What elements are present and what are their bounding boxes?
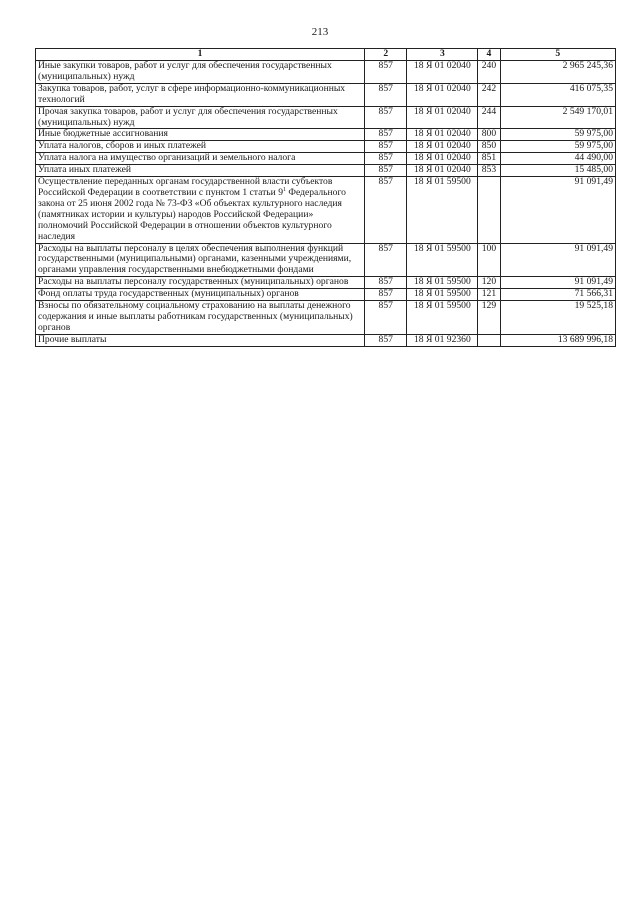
- row-name: Уплата налогов, сборов и иных платежей: [36, 141, 365, 153]
- table-row: [36, 153, 616, 165]
- row-target-article: 18 Я 01 59500: [407, 301, 478, 335]
- row-expense-type: 240: [478, 61, 500, 84]
- row-amount: 91 091,49: [500, 243, 615, 277]
- table-header-row: [36, 49, 616, 61]
- row-name: Расходы на выплаты персоналу государственных (муниципальных) органов: [36, 277, 365, 289]
- table-row: [36, 165, 616, 177]
- row-expense-type: 244: [478, 106, 500, 129]
- row-amount: 416 075,35: [500, 83, 615, 106]
- row-expense-type: [478, 334, 500, 346]
- table-row: [36, 289, 616, 301]
- header-col-3: 3: [407, 49, 478, 61]
- row-ministry-code: 857: [364, 301, 407, 335]
- row-expense-type: 850: [478, 141, 500, 153]
- row-name: Закупка товаров, работ, услуг в сфере информационно-коммуникационных технологий: [36, 83, 365, 106]
- row-expense-type: 100: [478, 243, 500, 277]
- row-name: Уплата иных платежей: [36, 165, 365, 177]
- row-expense-type: 800: [478, 129, 500, 141]
- header-col-1: 1: [36, 49, 365, 61]
- row-target-article: 18 Я 01 59500: [407, 243, 478, 277]
- row-amount: 71 566,31: [500, 289, 615, 301]
- row-ministry-code: 857: [364, 83, 407, 106]
- row-ministry-code: 857: [364, 177, 407, 243]
- row-amount: 2 965 245,36: [500, 61, 615, 84]
- row-expense-type: 853: [478, 165, 500, 177]
- row-name-text-cont: Федерального закона от 25 июня 2002 года № 73-ФЗ «Об объектах культурного наследия (памятниках истории и культуры) народов Российской Федерации» полномочий Российской Федерации в отношении объектов культурного наследия: [38, 186, 346, 242]
- row-ministry-code: 857: [364, 277, 407, 289]
- row-ministry-code: 857: [364, 129, 407, 141]
- row-name: Иные бюджетные ассигнования: [36, 129, 365, 141]
- row-name: Прочие выплаты: [36, 334, 365, 346]
- row-target-article: 18 Я 01 59500: [407, 177, 478, 243]
- row-amount: 19 525,18: [500, 301, 615, 335]
- row-target-article: 18 Я 01 02040: [407, 106, 478, 129]
- table-row: [36, 243, 616, 277]
- row-amount: 59 975,00: [500, 141, 615, 153]
- table-row: [36, 277, 616, 289]
- row-amount: 13 689 996,18: [500, 334, 615, 346]
- row-ministry-code: 857: [364, 243, 407, 277]
- row-target-article: 18 Я 01 02040: [407, 165, 478, 177]
- row-ministry-code: 857: [364, 153, 407, 165]
- row-ministry-code: 857: [364, 334, 407, 346]
- row-ministry-code: 857: [364, 106, 407, 129]
- row-target-article: 18 Я 01 59500: [407, 289, 478, 301]
- row-expense-type: 851: [478, 153, 500, 165]
- footnote-superscript: 1: [283, 186, 286, 193]
- row-amount: 91 091,49: [500, 177, 615, 243]
- row-target-article: 18 Я 01 59500: [407, 277, 478, 289]
- row-amount: 2 549 170,01: [500, 106, 615, 129]
- row-target-article: 18 Я 01 02040: [407, 141, 478, 153]
- table-row: [36, 83, 616, 106]
- row-target-article: 18 Я 01 02040: [407, 129, 478, 141]
- page-number: 213: [311, 26, 329, 38]
- table-row: [36, 106, 616, 129]
- row-expense-type: 129: [478, 301, 500, 335]
- table-row: [36, 301, 616, 335]
- table-row: [36, 61, 616, 84]
- row-target-article: 18 Я 01 92360: [407, 334, 478, 346]
- row-name: Фонд оплаты труда государственных (муниципальных) органов: [36, 289, 365, 301]
- row-target-article: 18 Я 01 02040: [407, 61, 478, 84]
- row-amount: 59 975,00: [500, 129, 615, 141]
- row-name: Расходы на выплаты персоналу в целях обеспечения выполнения функций государственными (муниципальными) органами, казенными учреждениями, органами управления государственными внебюджетными фондами: [36, 243, 365, 277]
- row-amount: 15 485,00: [500, 165, 615, 177]
- table-row: [36, 129, 616, 141]
- row-ministry-code: 857: [364, 141, 407, 153]
- row-expense-type: 121: [478, 289, 500, 301]
- row-name: Взносы по обязательному социальному страхованию на выплаты денежного содержания и иные выплаты работникам государственных (муниципальных) органов: [36, 301, 365, 335]
- row-name-text: Осуществление переданных органам государственной власти субъектов Российской Федерации в соответствии с пунктом 1 статьи 9: [38, 176, 333, 198]
- row-name: Иные закупки товаров, работ и услуг для обеспечения государственных (муниципальных) нужд: [36, 61, 365, 84]
- header-col-2: 2: [364, 49, 407, 61]
- row-target-article: 18 Я 01 02040: [407, 83, 478, 106]
- row-target-article: 18 Я 01 02040: [407, 153, 478, 165]
- table-row: [36, 334, 616, 346]
- row-expense-type: 242: [478, 83, 500, 106]
- row-expense-type: 120: [478, 277, 500, 289]
- header-col-4: 4: [478, 49, 500, 61]
- row-ministry-code: 857: [364, 289, 407, 301]
- row-name: [36, 177, 365, 243]
- table-row: [36, 141, 616, 153]
- row-amount: 91 091,49: [500, 277, 615, 289]
- header-col-5: 5: [500, 49, 615, 61]
- row-ministry-code: 857: [364, 165, 407, 177]
- budget-table: [35, 48, 616, 347]
- row-name: Прочая закупка товаров, работ и услуг для обеспечения государственных (муниципальных) нужд: [36, 106, 365, 129]
- row-expense-type: [478, 177, 500, 243]
- row-amount: 44 490,00: [500, 153, 615, 165]
- row-ministry-code: 857: [364, 61, 407, 84]
- table-row: [36, 177, 616, 243]
- row-name: Уплата налога на имущество организаций и земельного налога: [36, 153, 365, 165]
